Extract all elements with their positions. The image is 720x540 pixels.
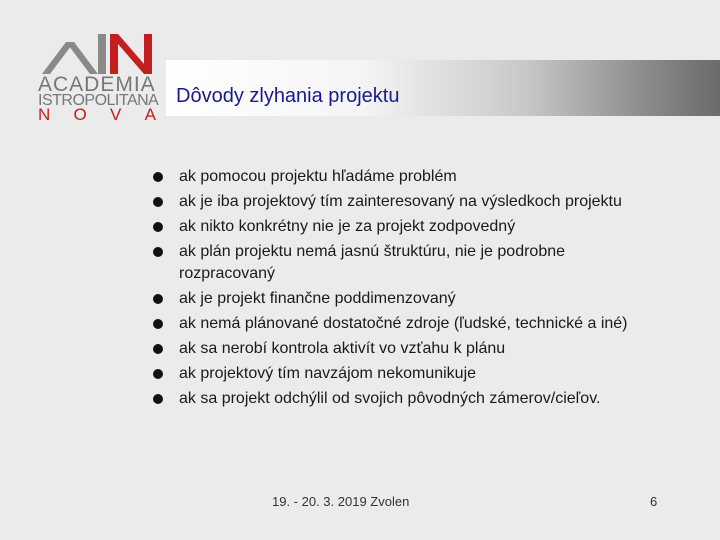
- list-item-text-continuation: rozpracovaný: [179, 265, 276, 282]
- list-item: [152, 388, 692, 410]
- list-item-text-line: ak plán projektu nemá jasnú štruktúru, nie je podrobne: [179, 243, 566, 260]
- logo-letter: O: [73, 105, 87, 124]
- bullet-icon: [153, 222, 163, 232]
- bullet-icon: [153, 294, 163, 304]
- logo-text-istropolitana: ISTROPOLITANA: [38, 92, 159, 109]
- logo-text-nova: [38, 106, 156, 124]
- bullet-icon: [153, 197, 163, 207]
- footer-date: 19. - 20. 3. 2019 Zvolen: [272, 494, 410, 509]
- list-item-text: [179, 241, 692, 285]
- academia-logo: [36, 30, 159, 124]
- list-item: [152, 363, 692, 385]
- logo-letter: N: [38, 105, 51, 124]
- list-item-text: ak je projekt finančne poddimenzovaný: [179, 290, 456, 307]
- list-item-text: ak nemá plánované dostatočné zdroje (ľudské, technické a iné): [179, 315, 628, 332]
- bullet-icon: [153, 369, 163, 379]
- bullet-icon: [153, 172, 163, 182]
- list-item: [152, 288, 692, 310]
- list-item-text: ak pomocou projektu hľadáme problém: [179, 168, 457, 185]
- list-item-text: ak je iba projektový tím zainteresovaný na výsledkoch projektu: [179, 193, 622, 210]
- list-item: [152, 313, 692, 335]
- list-item: [152, 166, 692, 188]
- page-number: 6: [650, 494, 658, 509]
- bullet-icon: [153, 394, 163, 404]
- logo-text-academia: ACADEMIA: [38, 73, 156, 96]
- list-item: [152, 191, 692, 213]
- bullet-icon: [153, 247, 163, 257]
- list-item: [152, 216, 692, 238]
- list-item-text: ak nikto konkrétny nie je za projekt zodpovedný: [179, 218, 516, 235]
- slide-title: Dôvody zlyhania projektu: [176, 85, 400, 107]
- logo-letter: A: [144, 105, 156, 124]
- bullet-list: [152, 166, 692, 413]
- bullet-icon: [153, 344, 163, 354]
- logo-mark-icon: [36, 30, 156, 76]
- list-item-text: ak sa nerobí kontrola aktivít vo vzťahu k plánu: [179, 340, 506, 357]
- list-item: [152, 241, 692, 285]
- list-item-text: ak projektový tím navzájom nekomunikuje: [179, 365, 477, 382]
- logo-letter: V: [110, 105, 122, 124]
- bullet-icon: [153, 319, 163, 329]
- list-item-text: ak sa projekt odchýlil od svojich pôvodných zámerov/cieľov.: [179, 390, 601, 407]
- list-item: [152, 338, 692, 360]
